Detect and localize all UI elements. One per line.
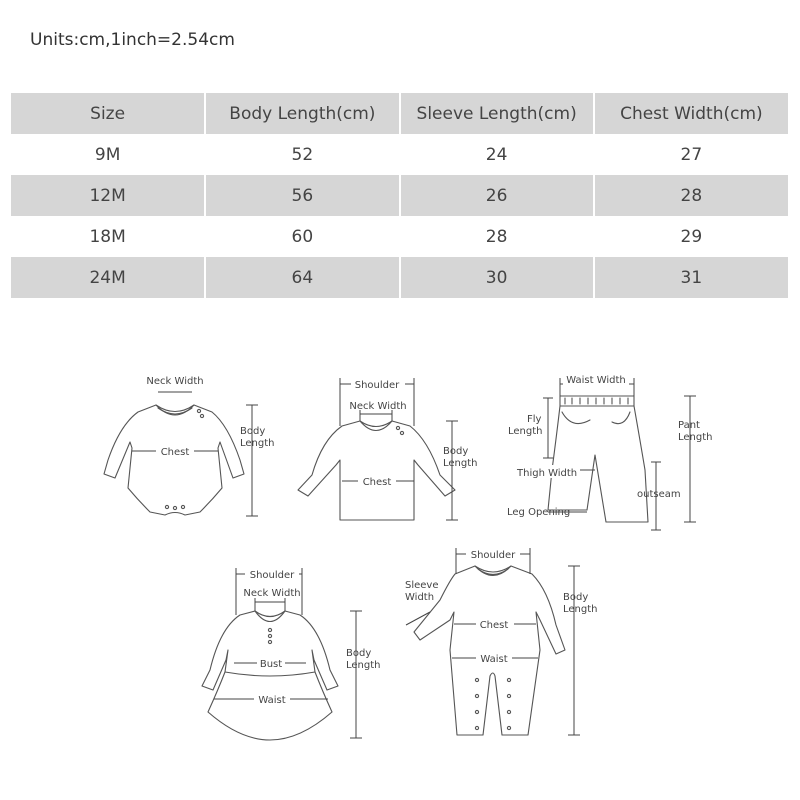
button-icon bbox=[200, 414, 203, 417]
romper-length-label: Length bbox=[563, 604, 598, 615]
pants-thigh-width-label: Thigh Width bbox=[517, 468, 578, 479]
snap-icon bbox=[507, 726, 510, 729]
dress-waist-label: Waist bbox=[258, 695, 286, 706]
romper-body-label: Body bbox=[563, 592, 589, 603]
romper-diagram bbox=[405, 547, 598, 735]
pants-fly-label: Fly bbox=[527, 414, 542, 425]
romper-sleeve-label: Sleeve bbox=[405, 580, 439, 591]
pants-pocket-icon bbox=[562, 412, 630, 424]
snap-icon bbox=[475, 678, 478, 681]
cell-size: 12M bbox=[11, 175, 205, 216]
pants-diagram bbox=[507, 372, 713, 530]
cell-sleeve-length: 24 bbox=[400, 134, 594, 175]
top-diagram bbox=[298, 377, 478, 520]
snap-icon bbox=[507, 694, 510, 697]
table-row bbox=[11, 134, 788, 175]
pants-elastic-icon bbox=[565, 398, 628, 404]
bodysuit-diagram bbox=[104, 376, 275, 516]
button-icon bbox=[268, 634, 271, 637]
cell-sleeve-length: 26 bbox=[400, 175, 594, 216]
table-row bbox=[11, 257, 788, 298]
cell-chest-width: 29 bbox=[594, 216, 788, 257]
cell-size: 9M bbox=[11, 134, 205, 175]
cell-chest-width: 31 bbox=[594, 257, 788, 298]
cell-chest-width: 27 bbox=[594, 134, 788, 175]
bodysuit-chest-label: Chest bbox=[160, 447, 190, 458]
bodysuit-outline-icon bbox=[104, 405, 244, 515]
pants-pant-length-label: Length bbox=[678, 432, 713, 443]
cell-body-length: 60 bbox=[205, 216, 399, 257]
pants-leg-opening-label: Leg Opening bbox=[507, 507, 571, 518]
table-row bbox=[11, 175, 788, 216]
cell-size: 24M bbox=[11, 257, 205, 298]
measurement-diagrams bbox=[0, 340, 800, 760]
sleeve-width-measure-line bbox=[406, 612, 430, 625]
button-icon bbox=[400, 431, 403, 434]
header-body-length: Body Length(cm) bbox=[205, 93, 399, 134]
top-chest-label: Chest bbox=[362, 477, 392, 488]
button-icon bbox=[268, 628, 271, 631]
dress-length-label: Length bbox=[346, 660, 381, 671]
romper-waist-label: Waist bbox=[480, 654, 508, 665]
cell-body-length: 56 bbox=[205, 175, 399, 216]
snap-icon bbox=[475, 694, 478, 697]
bodysuit-length-label: Length bbox=[240, 438, 275, 449]
size-chart-table bbox=[11, 93, 788, 298]
cell-chest-width: 28 bbox=[594, 175, 788, 216]
pants-outline-icon bbox=[548, 396, 648, 522]
top-shoulder-label: Shoulder bbox=[354, 380, 400, 391]
snap-icon bbox=[173, 506, 176, 509]
dress-body-label: Body bbox=[346, 648, 372, 659]
snap-icon bbox=[475, 710, 478, 713]
pants-fly-length-label: Length bbox=[508, 426, 543, 437]
pants-outseam-label: outseam bbox=[637, 489, 681, 500]
top-outline-icon bbox=[298, 421, 455, 520]
pants-pant-label: Pant bbox=[678, 420, 700, 431]
pants-waist-width-label: Waist Width bbox=[566, 375, 626, 386]
snap-icon bbox=[507, 678, 510, 681]
header-size: Size bbox=[11, 93, 205, 134]
snap-icon bbox=[475, 726, 478, 729]
cell-sleeve-length: 30 bbox=[400, 257, 594, 298]
header-chest-width: Chest Width(cm) bbox=[594, 93, 788, 134]
dress-neck-width-label: Neck Width bbox=[243, 588, 301, 599]
header-sleeve-length: Sleeve Length(cm) bbox=[400, 93, 594, 134]
cell-body-length: 52 bbox=[205, 134, 399, 175]
top-neck-width-label: Neck Width bbox=[349, 401, 407, 412]
button-icon bbox=[197, 409, 200, 412]
top-collar-icon bbox=[360, 421, 392, 431]
cell-sleeve-length: 28 bbox=[400, 216, 594, 257]
button-icon bbox=[396, 426, 399, 429]
snap-icon bbox=[507, 710, 510, 713]
snap-icon bbox=[181, 505, 184, 508]
romper-outline-icon bbox=[414, 566, 565, 735]
romper-shoulder-label: Shoulder bbox=[470, 550, 516, 561]
cell-size: 18M bbox=[11, 216, 205, 257]
top-body-label: Body bbox=[443, 446, 469, 457]
table-row bbox=[11, 216, 788, 257]
bodysuit-neck-width-label: Neck Width bbox=[146, 376, 204, 387]
romper-sleeve-width-label: Width bbox=[405, 592, 435, 603]
romper-chest-label: Chest bbox=[479, 620, 509, 631]
table-header-row bbox=[11, 93, 788, 134]
dress-shoulder-label: Shoulder bbox=[249, 570, 295, 581]
dress-waist-seam-icon bbox=[225, 672, 315, 676]
dress-diagram bbox=[202, 567, 381, 740]
button-icon bbox=[268, 640, 271, 643]
cell-body-length: 64 bbox=[205, 257, 399, 298]
units-note: Units:cm,1inch=2.54cm bbox=[30, 30, 235, 50]
dress-bust-label: Bust bbox=[259, 659, 283, 670]
bodysuit-body-label: Body bbox=[240, 426, 266, 437]
top-length-label: Length bbox=[443, 458, 478, 469]
snap-icon bbox=[165, 505, 168, 508]
